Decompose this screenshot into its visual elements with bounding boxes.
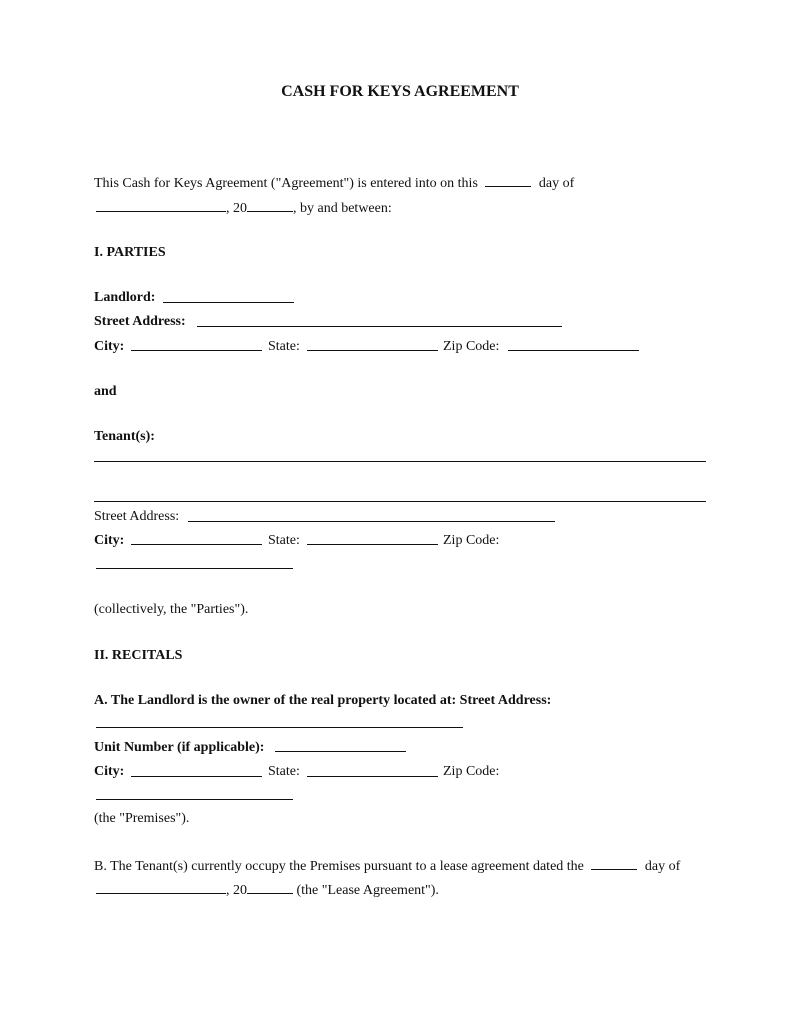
lease-year-blank[interactable] (247, 881, 293, 894)
intro-line-2 (96, 199, 392, 218)
premises-city-label: City: (94, 764, 125, 779)
recital-b-line-1 (94, 857, 680, 876)
tenant-state-label: State: (268, 533, 300, 548)
document-title: CASH FOR KEYS AGREEMENT (281, 83, 519, 100)
day-blank[interactable] (485, 174, 531, 187)
lease-day-blank[interactable] (591, 857, 637, 870)
tenants-label: Tenant(s): (94, 429, 155, 444)
intro-text: This Cash for Keys Agreement ("Agreement") is entered into on this (94, 176, 478, 191)
lease-agreement-text: (the "Lease Agreement"). (296, 883, 439, 898)
intro-line-1 (94, 174, 574, 193)
tenant-blank-1[interactable] (94, 461, 706, 462)
premises-state-blank[interactable] (307, 776, 438, 777)
tenant-state-blank[interactable] (307, 544, 438, 545)
premises-street-blank[interactable] (96, 727, 463, 728)
intro-day-of: day of (538, 176, 575, 191)
tenant-zip-label: Zip Code: (443, 533, 500, 548)
year-blank[interactable] (247, 199, 293, 212)
tenant-street-label: Street Address: (94, 509, 180, 524)
premises-zip-label: Zip Code: (443, 764, 500, 779)
recital-b-text: B. The Tenant(s) currently occupy the Premises pursuant to a lease agreement dated the (94, 859, 584, 874)
tenant-city-label: City: (94, 533, 125, 548)
month-blank[interactable] (96, 199, 226, 212)
landlord-street-label: Street Address: (94, 314, 186, 329)
landlord-state-blank[interactable] (307, 350, 438, 351)
lease-year-prefix: , 20 (226, 883, 247, 898)
parties-heading: I. PARTIES (94, 245, 166, 260)
premises-zip-blank[interactable] (96, 799, 293, 800)
premises-state-label: State: (268, 764, 300, 779)
tenant-city-blank[interactable] (131, 544, 262, 545)
and-text: and (94, 384, 117, 399)
landlord-city-blank[interactable] (131, 350, 262, 351)
recitals-heading: II. RECITALS (94, 648, 183, 663)
landlord-label: Landlord: (94, 290, 156, 305)
recital-b-day-of: day of (644, 859, 681, 874)
premises-text: (the "Premises"). (94, 811, 190, 826)
landlord-blank[interactable] (163, 302, 294, 303)
intro-year-prefix: , 20 (226, 201, 247, 216)
landlord-zip-label: Zip Code: (443, 339, 500, 354)
tenant-zip-blank[interactable] (96, 568, 293, 569)
tenant-blank-2[interactable] (94, 501, 706, 502)
lease-month-blank[interactable] (96, 881, 226, 894)
landlord-street-blank[interactable] (197, 326, 562, 327)
collectively-text: (collectively, the "Parties"). (94, 602, 249, 617)
recital-a-text: A. The Landlord is the owner of the real property located at: Street Address: (94, 693, 552, 708)
premises-city-blank[interactable] (131, 776, 262, 777)
intro-by-between: , by and between: (293, 201, 392, 216)
unit-number-label: Unit Number (if applicable): (94, 740, 265, 755)
landlord-state-label: State: (268, 339, 300, 354)
landlord-zip-blank[interactable] (508, 350, 639, 351)
tenant-street-blank[interactable] (188, 521, 555, 522)
recital-b-line-2 (96, 881, 439, 900)
landlord-city-label: City: (94, 339, 125, 354)
unit-number-blank[interactable] (275, 751, 406, 752)
